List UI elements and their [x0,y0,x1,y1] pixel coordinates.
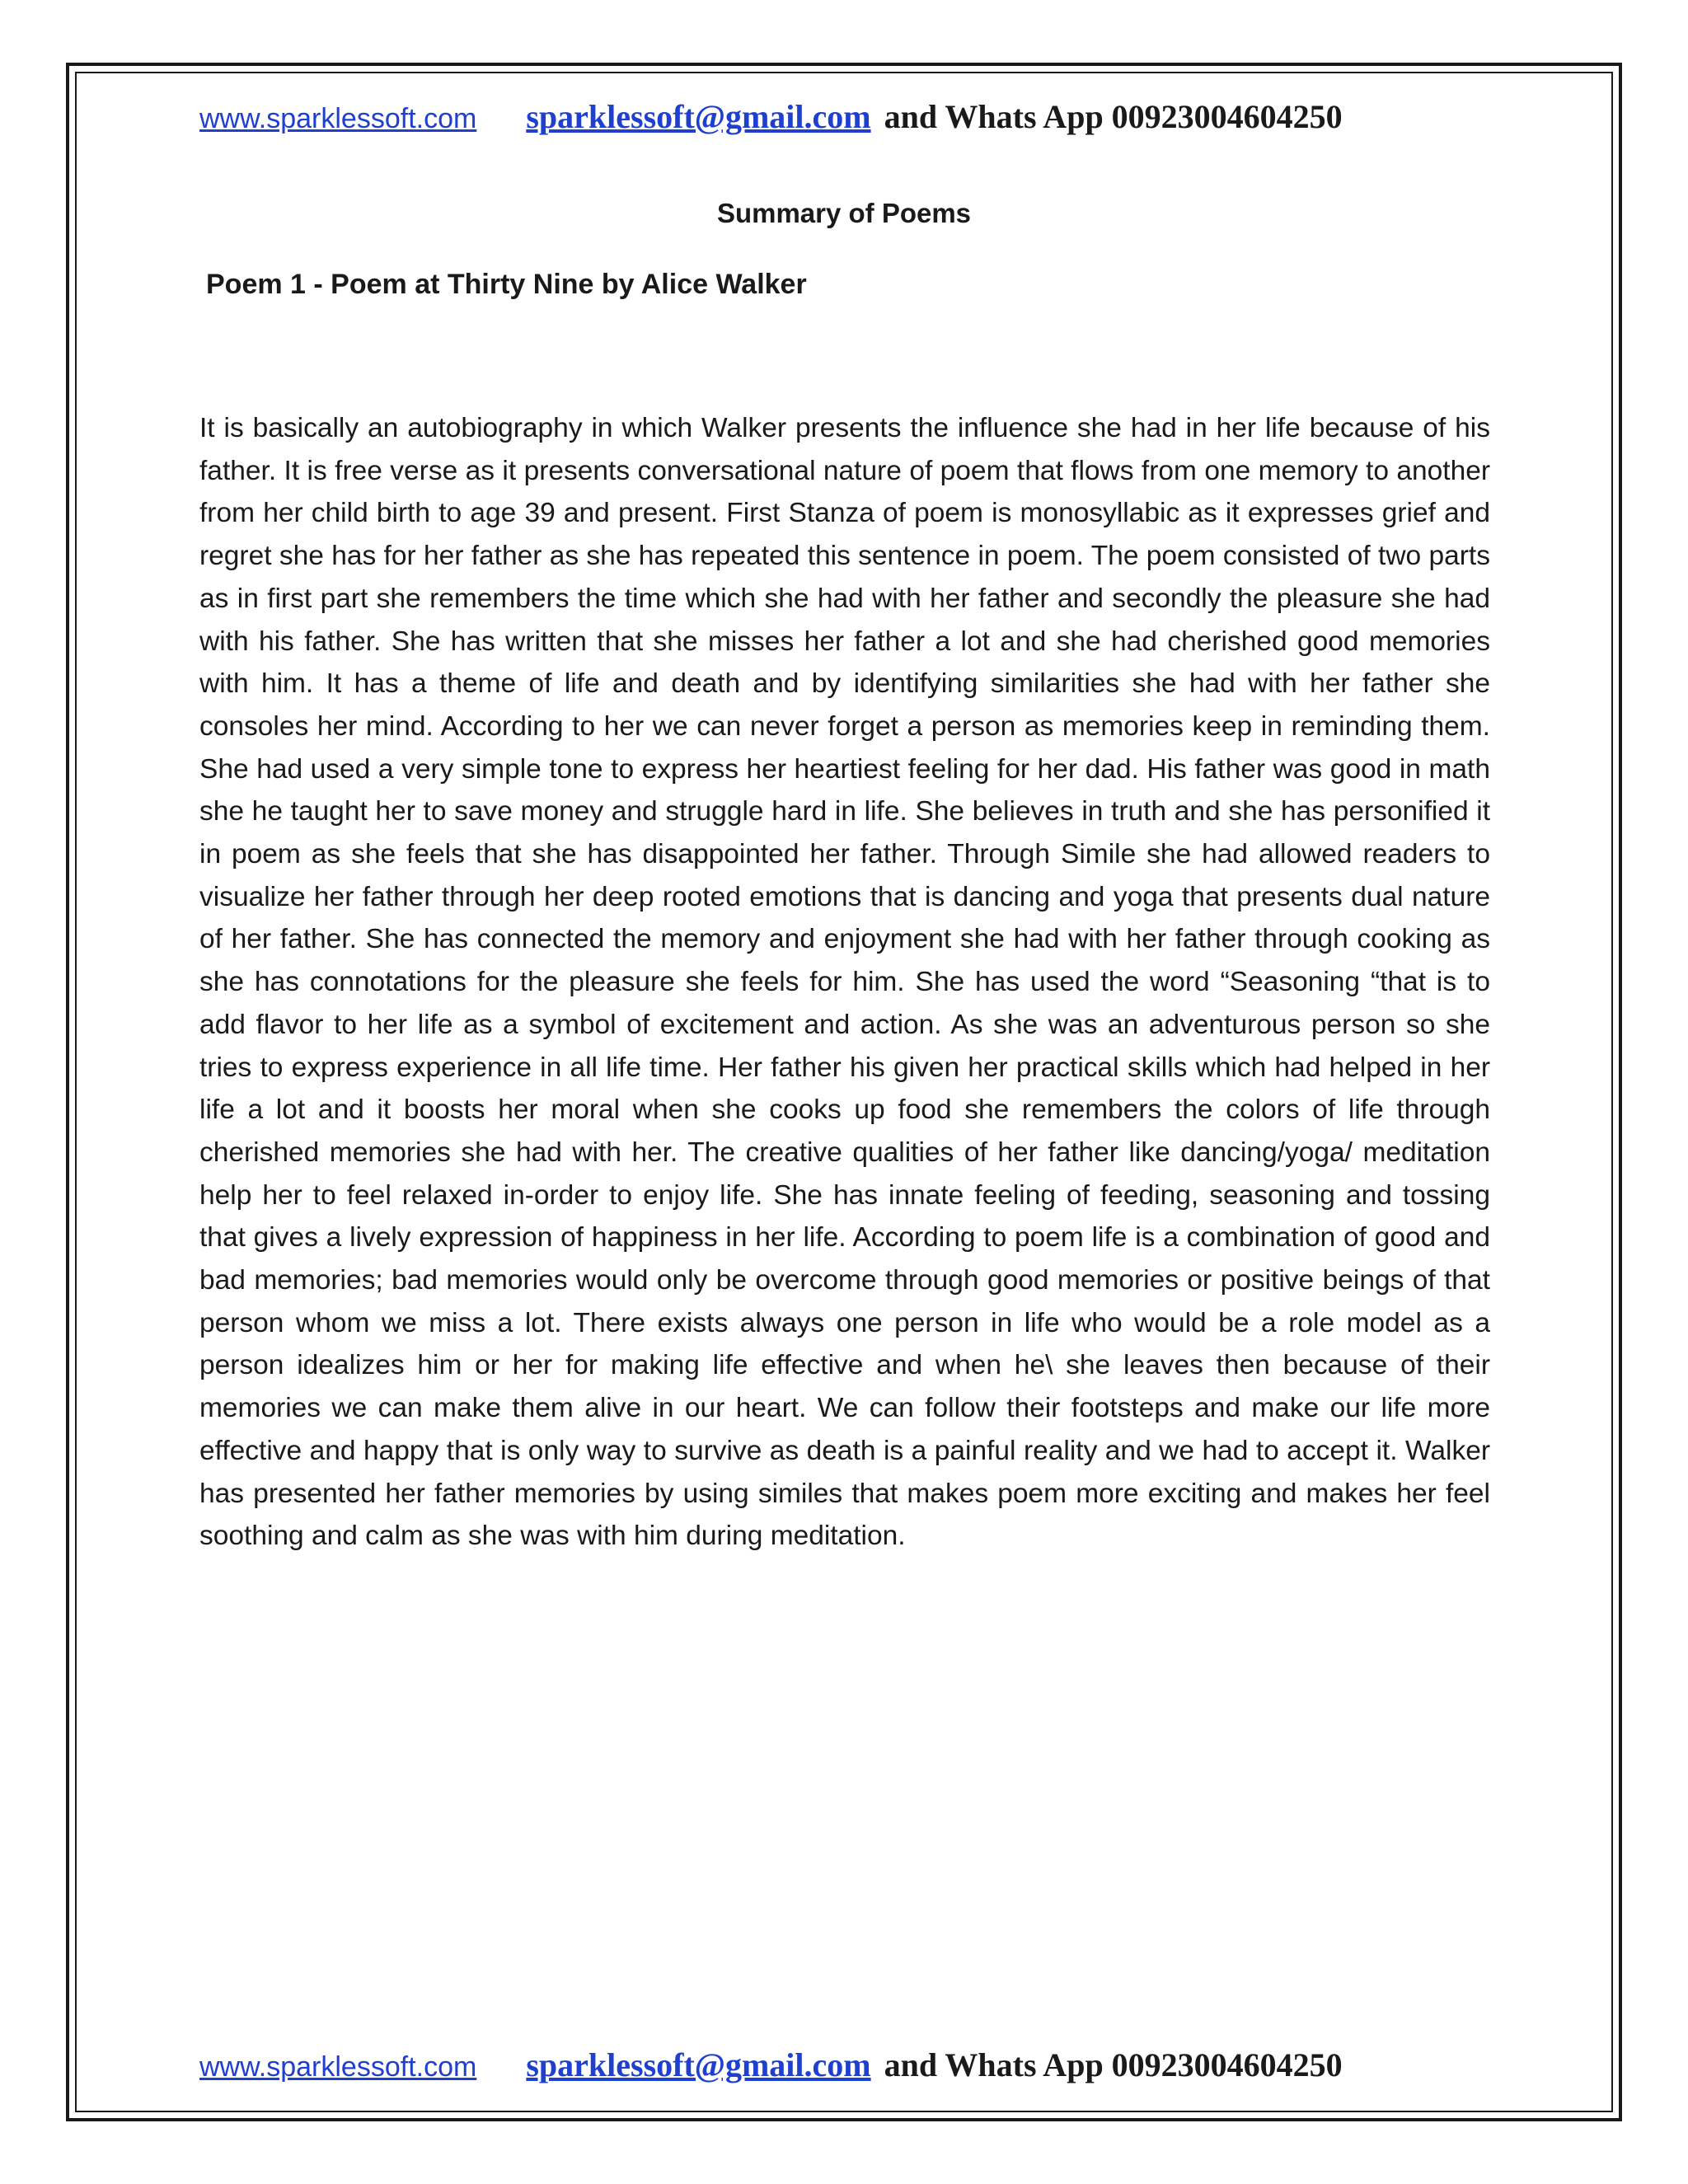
page-footer [199,2046,1343,2085]
header-website-link[interactable]: www.sparklessoft.com [199,103,477,134]
header-email-link[interactable]: sparklessoft@gmail.com [526,98,871,135]
header-whatsapp-text: and Whats App 00923004604250 [884,98,1343,135]
document-title: Summary of Poems [716,198,972,228]
footer-website-link[interactable]: www.sparklessoft.com [199,2051,477,2083]
summary-paragraph: It is basically an autobiography in which Walker presents the influence she had in her life because of his father. It is free verse as it presents conversational nature of poem that flows from one memory to another from her child birth to age 39 and present. First Stanza of poem is monosyllabic as it expresses grief and regret she has for her father as she has repeated this sentence in poem. The poem consisted of two parts as in first part she remembers the time which she had with her father and secondly the pleasure she had with his father. She has written that she misses her father a lot and she had cherished good memories with him. It has a theme of life and death and by identifying similarities she had with her father she consoles her mind. According to her we can never forget a person as memories keep in reminding them. She had used a very simple tone to express her heartiest feeling for her dad. His father was good in math she he taught her to save money and struggle hard in life. She believes in truth and she has personified it in poem as she feels that she has disappointed her father. Through Simile she had allowed readers to visualize her father through her deep rooted emotions that is dancing and yoga that presents dual nature of her father. She has connected the memory and enjoyment she had with her father through cooking as she has connotations for the pleasure she feels for him. She has used the word “Seasoning “that is to add flavor to her life as a symbol of excitement and action. As she was an adventurous person so she tries to express experience in all life time. Her father his given her practical skills which had helped in her life a lot and it boosts her moral when she cooks up food she remembers the colors of life through cherished memories she had with her. The creative qualities of her father like dancing/yoga/ meditation help her to feel relaxed in-order to enjoy life. She has innate feeling of feeding, seasoning and tossing that gives a lively expression of happiness in her life. According to poem life is a combination of good and bad memories; bad memories would only be overcome through good memories or positive beings of that person whom we miss a lot. There exists always one person in life who would be a role model as a person idealizes him or her for making life effective and when he\ she leaves then because of their memories we can make them alive in our heart. We can follow their footsteps and make our life more effective and happy that is only way to survive as death is a painful reality and we had to accept it. Walker has presented her father memories by using similes that makes poem more exciting and makes her feel soothing and calm as she was with him during meditation. [199,413,1490,1552]
footer-email-link[interactable]: sparklessoft@gmail.com [526,2046,871,2083]
page-header [199,97,1343,137]
poem-heading: Poem 1 - Poem at Thirty Nine by Alice Walker [206,269,807,300]
footer-whatsapp-text: and Whats App 00923004604250 [884,2046,1343,2083]
